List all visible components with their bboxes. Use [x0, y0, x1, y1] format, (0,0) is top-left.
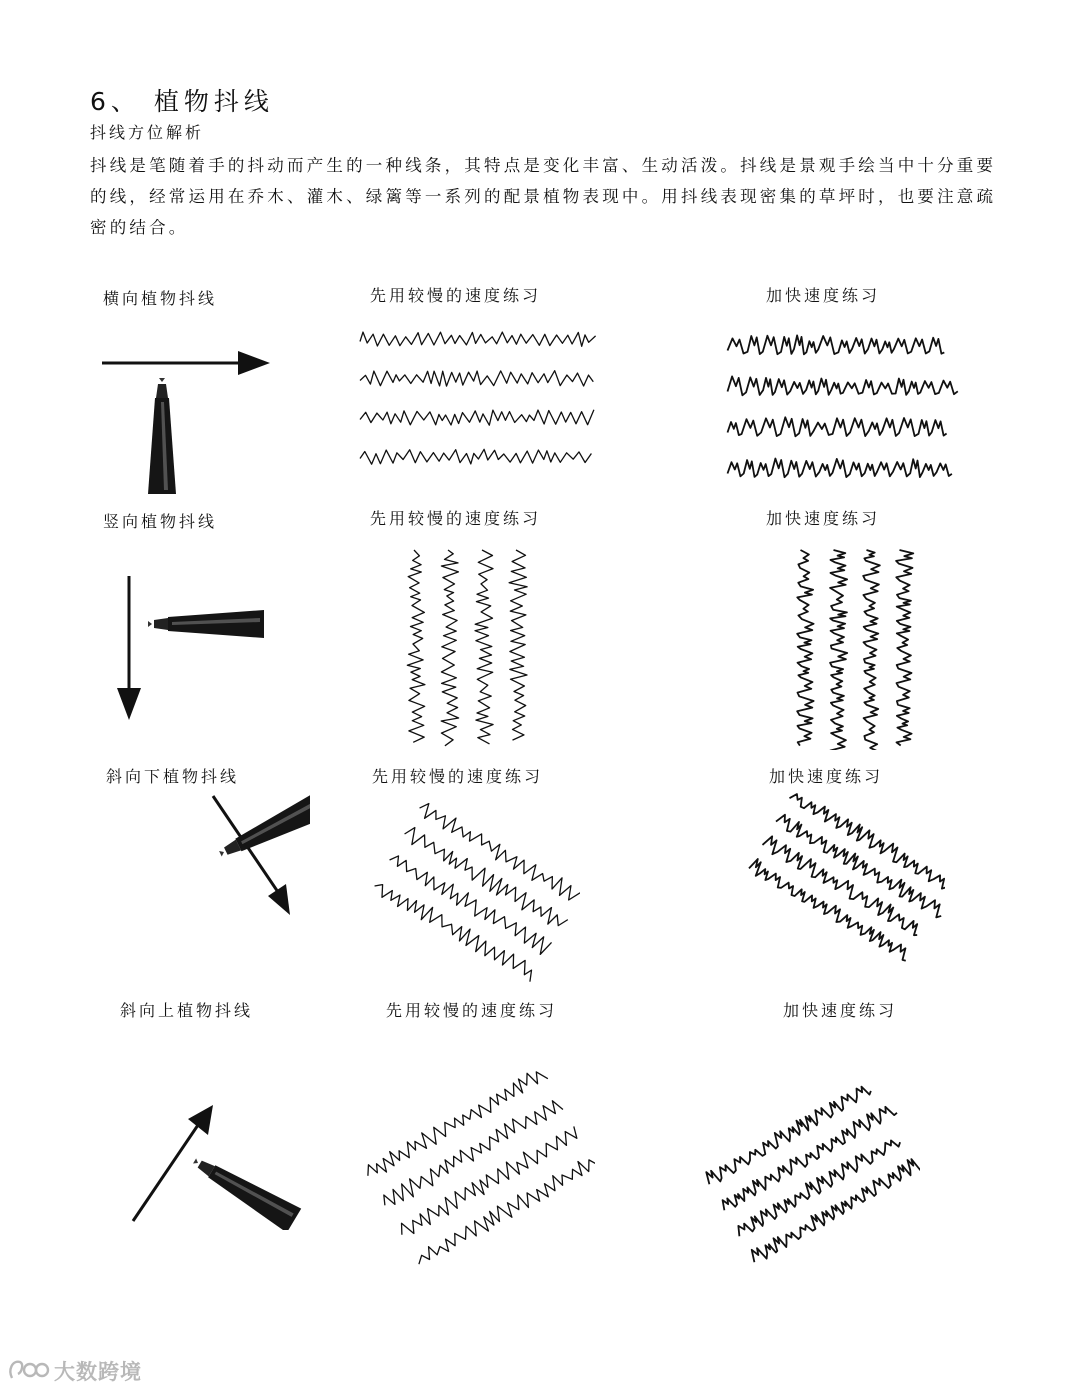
row-3-fast-strokes — [747, 787, 945, 966]
practice-stroke — [728, 335, 945, 354]
row-2-direction-label: 竖向植物抖线 — [103, 512, 218, 531]
practice-stroke — [441, 550, 458, 746]
watermark-text: 大数跨境 — [54, 1360, 142, 1384]
row-3-fast-label: 加快速度练习 — [769, 767, 884, 786]
row-2-fast-label: 加快速度练习 — [766, 509, 881, 528]
row-2-slow-strokes — [407, 550, 527, 746]
section-heading: 6、 植物抖线 — [90, 87, 274, 116]
pen-icon — [148, 610, 264, 638]
row-3-fast-practice — [745, 785, 945, 970]
row-1-direction-label: 横向植物抖线 — [103, 289, 218, 308]
row-2-direction-illustration — [100, 570, 280, 725]
row-1-fast-practice — [710, 330, 960, 495]
row-1-fast-strokes — [728, 335, 958, 477]
row-4-fast-practice — [705, 1075, 920, 1280]
practice-stroke — [360, 410, 594, 425]
row-2-slow-practice — [385, 545, 545, 750]
arrow-down-icon — [117, 576, 141, 720]
row-2-slow-label: 先用较慢的速度练习 — [370, 509, 542, 528]
practice-stroke — [413, 1153, 595, 1270]
row-1-direction-illustration — [90, 330, 290, 500]
watermark — [6, 1356, 142, 1386]
practice-stroke — [728, 376, 958, 395]
practice-stroke — [360, 449, 591, 464]
pen-icon — [214, 790, 310, 866]
row-3-slow-practice — [370, 795, 580, 990]
practice-stroke — [371, 877, 538, 983]
intro-paragraph: 抖线是笔随着手的抖动而产生的一种线条，其特点是变化丰富、生动活泼。抖线是景观手绘当中十分重要的线，经常运用在乔木、灌木、绿篱等一系列的配景植物表现中。用抖线表现密集的草坪时，也要注意疏密的结合。 — [90, 156, 997, 237]
practice-stroke — [896, 550, 913, 746]
practice-stroke — [718, 1101, 897, 1213]
row-3-direction-illustration — [110, 790, 310, 940]
row-2-fast-practice — [765, 545, 935, 750]
row-4-slow-practice — [365, 1050, 595, 1290]
row-4-slow-strokes — [365, 1065, 595, 1270]
practice-stroke — [747, 857, 912, 962]
practice-stroke — [863, 550, 880, 750]
practice-stroke — [360, 332, 596, 346]
practice-stroke — [360, 371, 593, 386]
row-3-slow-label: 先用较慢的速度练习 — [372, 767, 544, 786]
row-2-fast-strokes — [797, 550, 913, 750]
pen-icon — [187, 1149, 301, 1230]
row-1-fast-label: 加快速度练习 — [766, 286, 881, 305]
pen-icon — [148, 378, 176, 494]
row-1-slow-label: 先用较慢的速度练习 — [370, 286, 542, 305]
practice-stroke — [386, 850, 552, 956]
row-4-fast-strokes — [705, 1075, 920, 1265]
arrow-right-icon — [102, 351, 270, 375]
practice-stroke — [407, 550, 425, 742]
practice-stroke — [475, 550, 493, 744]
row-1-slow-practice — [350, 320, 600, 480]
row-3-direction-label: 斜向下植物抖线 — [106, 767, 240, 786]
row-4-direction-illustration — [120, 1095, 320, 1230]
row-1-slow-strokes — [360, 332, 596, 464]
practice-stroke — [830, 550, 847, 750]
row-4-slow-label: 先用较慢的速度练习 — [386, 1001, 558, 1020]
practice-stroke — [797, 550, 813, 746]
practice-stroke — [728, 417, 947, 436]
row-4-fast-label: 加快速度练习 — [783, 1001, 898, 1020]
row-3-slow-strokes — [371, 799, 580, 984]
section-subheading: 抖线方位解析 — [90, 123, 205, 142]
practice-stroke — [509, 550, 527, 740]
practice-stroke — [728, 459, 952, 478]
watermark-logo-icon — [6, 1356, 50, 1386]
row-4-direction-label: 斜向上植物抖线 — [120, 1001, 254, 1020]
